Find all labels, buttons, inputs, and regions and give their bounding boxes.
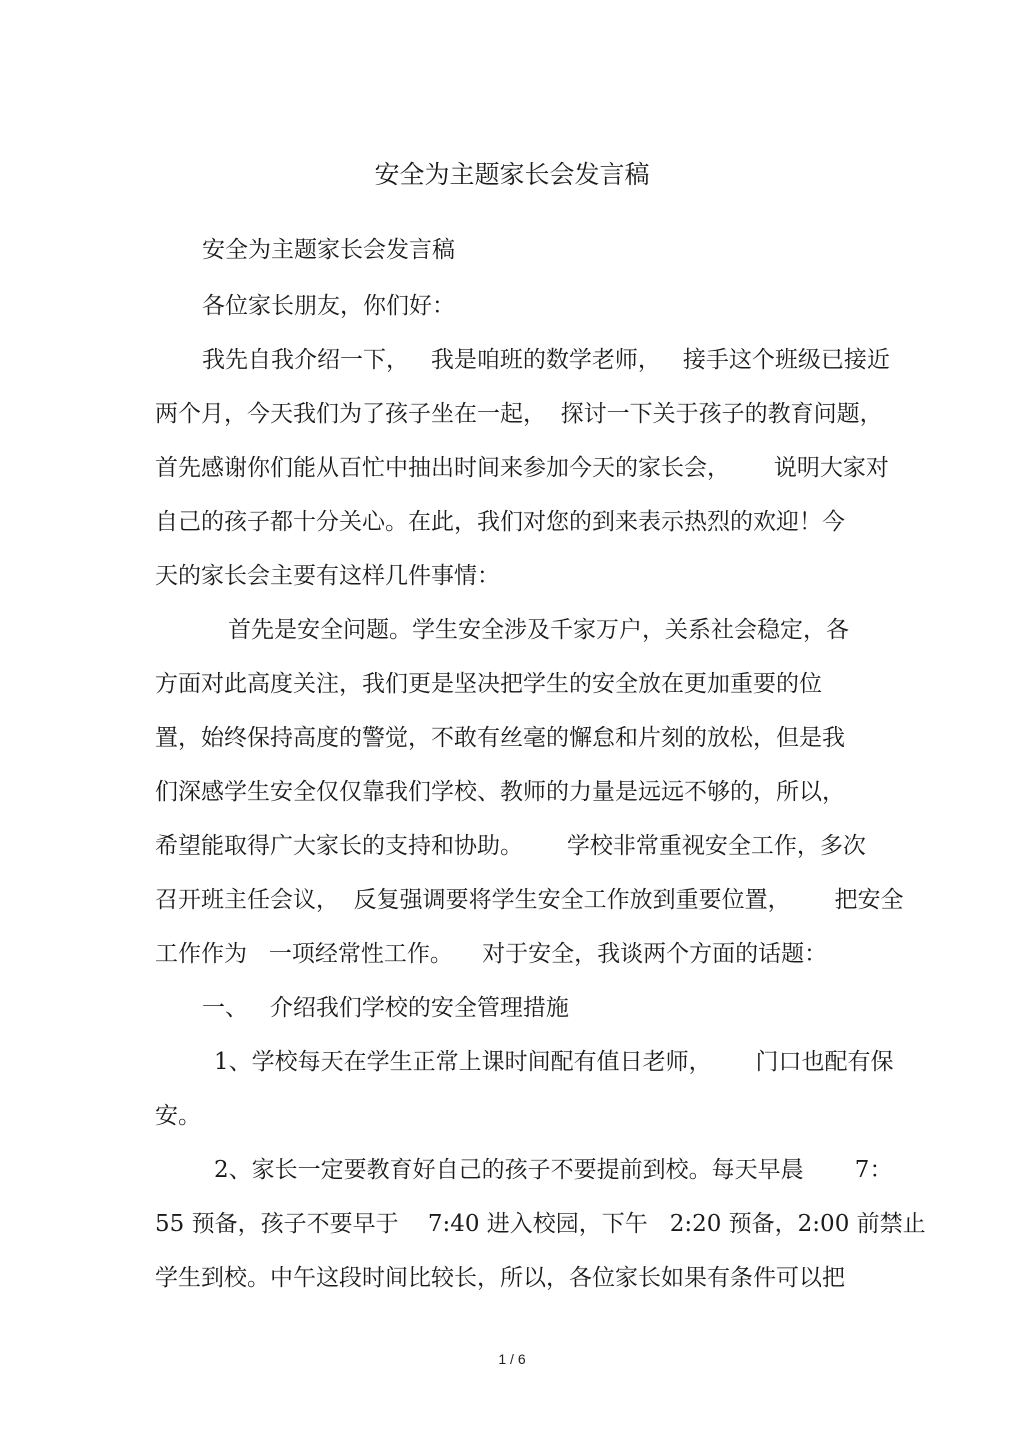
paragraph-line: 希望能取得广大家长的支持和协助。 学校非常重视安全工作，多次 <box>155 833 866 859</box>
paragraph-line: 学生到校。中午这段时间比较长，所以，各位家长如果有条件可以把 <box>155 1265 845 1291</box>
paragraph-line: 安全为主题家长会发言稿 <box>202 237 455 263</box>
paragraph-line: 两个月，今天我们为了孩子坐在一起， 探讨一下关于孩子的教育问题， <box>155 401 883 427</box>
paragraph-line: 工作作为 一项经常性工作。 对于安全，我谈两个方面的话题： <box>155 941 828 967</box>
paragraph-line: 方面对此高度关注，我们更是坚决把学生的安全放在更加重要的位 <box>155 671 822 697</box>
paragraph-line: 55 预备，孩子不要早于 7:40 进入校园，下午 2:20 预备，2:00 前禁止 <box>155 1211 926 1237</box>
paragraph-line: 我先自我介绍一下， 我是咱班的数学老师， 接手这个班级已接近 <box>202 347 890 373</box>
paragraph-line: 安。 <box>155 1103 201 1129</box>
document-title: 安全为主题家长会发言稿 <box>374 160 650 189</box>
list-item: 2、家长一定要教育好自己的孩子不要提前到校。每天早晨 7： <box>214 1157 893 1183</box>
paragraph-line: 们深感学生安全仅仅靠我们学校、教师的力量是远远不够的，所以， <box>155 779 845 805</box>
section-heading: 一、 介绍我们学校的安全管理措施 <box>202 995 569 1021</box>
paragraph-line: 置，始终保持高度的警觉，不敢有丝毫的懈怠和片刻的放松，但是我 <box>155 725 845 751</box>
page-number: 1 / 6 <box>498 1351 526 1367</box>
paragraph-line: 天的家长会主要有这样几件事情： <box>155 563 500 589</box>
paragraph-line: 自己的孩子都十分关心。在此，我们对您的到来表示热烈的欢迎！今 <box>155 509 845 535</box>
paragraph-line: 首先感谢你们能从百忙中抽出时间来参加今天的家长会， 说明大家对 <box>155 455 889 481</box>
paragraph-line: 首先是安全问题。学生安全涉及千家万户，关系社会稳定，各 <box>228 617 849 643</box>
list-item: 1、学校每天在学生正常上课时间配有值日老师， 门口也配有保 <box>214 1049 894 1075</box>
paragraph-line: 各位家长朋友，你们好： <box>202 293 455 319</box>
paragraph-line: 召开班主任会议， 反复强调要将学生安全工作放到重要位置， 把安全 <box>155 887 904 913</box>
